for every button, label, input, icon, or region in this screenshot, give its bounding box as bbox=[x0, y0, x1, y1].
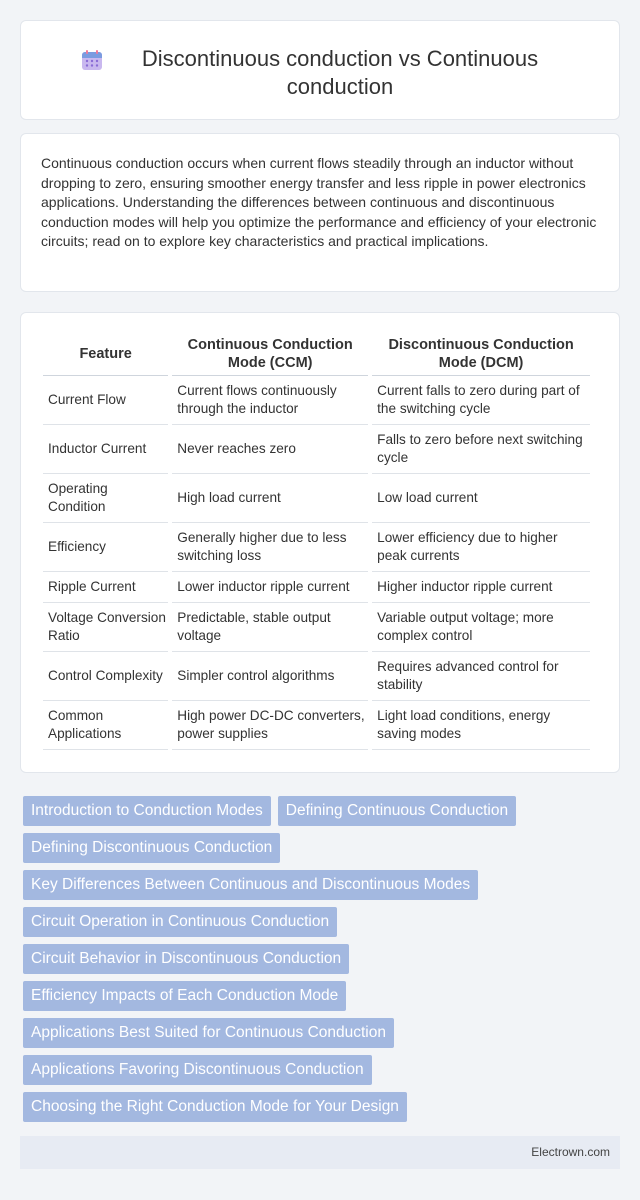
header-dcm: Discontinuous Conduction Mode (DCM) bbox=[372, 333, 590, 376]
table-cell: Light load conditions, energy saving modes bbox=[372, 701, 590, 750]
table-cell: Inductor Current bbox=[43, 425, 168, 474]
table-row bbox=[43, 603, 590, 652]
intro-paragraph: Continuous conduction occurs when current flows steadily through an inductor without dropping to zero, ensuring smoother energy transfer and less ripple in power electronics applications. Understanding the differences between continuous and discontinuous conduction modes will help you optimize the performance and efficiency of your electronic circuits; read on to explore key characteristics and practical implications. bbox=[41, 155, 597, 250]
table-cell: Common Applications bbox=[43, 701, 168, 750]
table-cell: Predictable, stable output voltage bbox=[172, 603, 368, 652]
intro-card bbox=[20, 133, 620, 292]
table-cell: High load current bbox=[172, 474, 368, 523]
table-cell: Control Complexity bbox=[43, 652, 168, 701]
table-cell: Lower inductor ripple current bbox=[172, 572, 368, 603]
table-cell: Lower efficiency due to higher peak currents bbox=[372, 523, 590, 572]
table-cell: Requires advanced control for stability bbox=[372, 652, 590, 701]
tag-link[interactable]: Circuit Behavior in Discontinuous Conduction bbox=[23, 944, 349, 974]
tag-link[interactable]: Applications Favoring Discontinuous Conduction bbox=[23, 1055, 372, 1085]
header-feature: Feature bbox=[43, 333, 168, 376]
table-cell: Falls to zero before next switching cycle bbox=[372, 425, 590, 474]
tag-link[interactable]: Efficiency Impacts of Each Conduction Mode bbox=[23, 981, 346, 1011]
title-card bbox=[20, 20, 620, 120]
table-row bbox=[43, 523, 590, 572]
table-cell: High power DC-DC converters, power supplies bbox=[172, 701, 368, 750]
footer bbox=[20, 1136, 620, 1169]
tag-link[interactable]: Applications Best Suited for Continuous Conduction bbox=[23, 1018, 394, 1048]
table-cell: Operating Condition bbox=[43, 474, 168, 523]
tag-link[interactable]: Circuit Operation in Continuous Conduction bbox=[23, 907, 337, 937]
topic-tags bbox=[23, 796, 603, 1129]
table-row bbox=[43, 572, 590, 603]
table-cell: Higher inductor ripple current bbox=[372, 572, 590, 603]
table-row bbox=[43, 701, 590, 750]
table-row bbox=[43, 425, 590, 474]
tag-link[interactable]: Key Differences Between Continuous and Discontinuous Modes bbox=[23, 870, 478, 900]
table-cell: Never reaches zero bbox=[172, 425, 368, 474]
table-header-row bbox=[43, 333, 590, 376]
tag-link[interactable]: Choosing the Right Conduction Mode for Your Design bbox=[23, 1092, 407, 1122]
comparison-card bbox=[20, 312, 620, 773]
tag-link[interactable]: Introduction to Conduction Modes bbox=[23, 796, 271, 826]
table-cell: Efficiency bbox=[43, 523, 168, 572]
footer-site[interactable]: Electrown.com bbox=[531, 1145, 610, 1159]
tag-link[interactable]: Defining Discontinuous Conduction bbox=[23, 833, 280, 863]
page-title: Discontinuous conduction vs Continuous conduction bbox=[141, 46, 539, 99]
table-cell: Low load current bbox=[372, 474, 590, 523]
header-ccm: Continuous Conduction Mode (CCM) bbox=[172, 333, 368, 376]
comparison-table bbox=[39, 333, 594, 750]
table-cell: Voltage Conversion Ratio bbox=[43, 603, 168, 652]
table-cell: Current Flow bbox=[43, 376, 168, 425]
table-cell: Current falls to zero during part of the switching cycle bbox=[372, 376, 590, 425]
table-row bbox=[43, 652, 590, 701]
table-row bbox=[43, 376, 590, 425]
tag-link[interactable]: Defining Continuous Conduction bbox=[278, 796, 516, 826]
table-cell: Generally higher due to less switching loss bbox=[172, 523, 368, 572]
table-cell: Ripple Current bbox=[43, 572, 168, 603]
table-cell: Current flows continuously through the inductor bbox=[172, 376, 368, 425]
table-cell: Variable output voltage; more complex control bbox=[372, 603, 590, 652]
table-row bbox=[43, 474, 590, 523]
table-cell: Simpler control algorithms bbox=[172, 652, 368, 701]
